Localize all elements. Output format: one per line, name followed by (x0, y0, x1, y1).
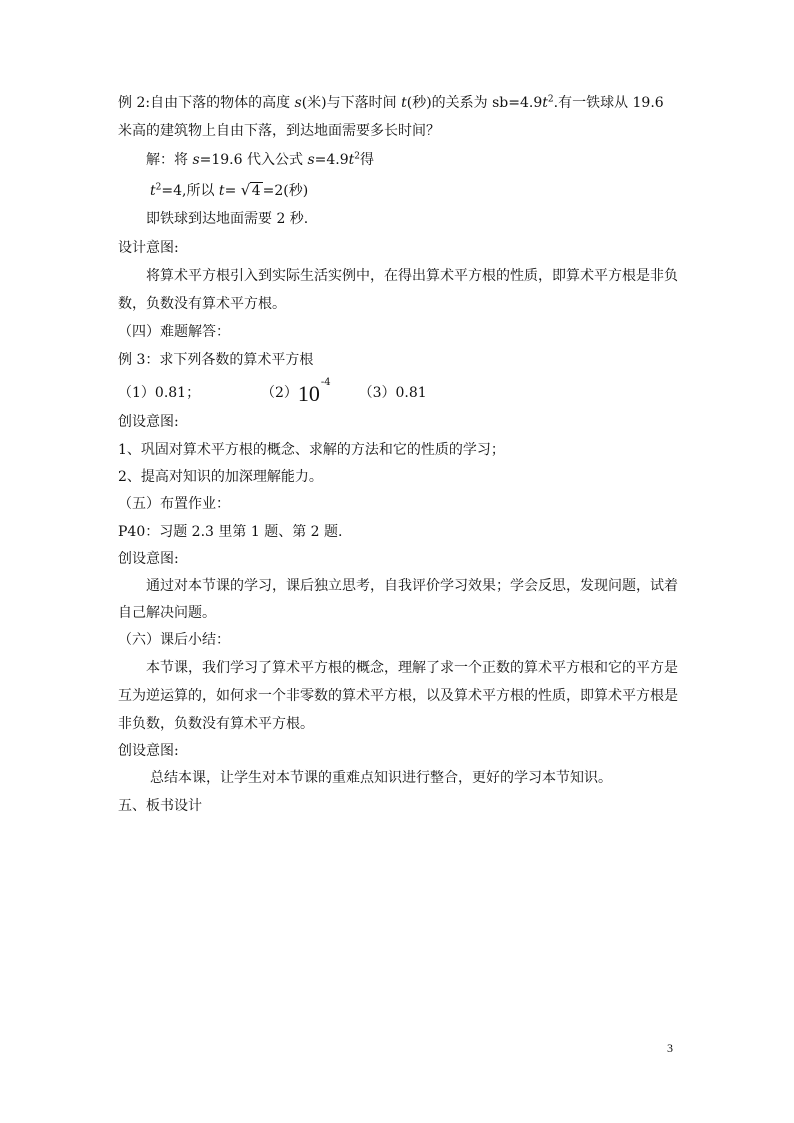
var-s: s (294, 95, 302, 111)
var-t: t (150, 183, 156, 199)
var-t: t (401, 95, 407, 111)
paragraph: P40：习题 2.3 里第 1 题、第 2 题. (118, 524, 343, 540)
text: =4.9 (314, 152, 349, 168)
text: 例 2:自由下落的物体的高度 (118, 95, 295, 111)
paragraph: 总结本课，让学生对本节课的重难点知识进行整合，更好的学习本节知识。 (150, 770, 612, 786)
paragraph: 通过对本节课的学习，课后独立思考，自我评价学习效果；学会反思，发现问题，试着 (146, 578, 678, 594)
section-heading: （六）课后小结： (118, 632, 230, 648)
item-2-label: （2） (261, 385, 298, 401)
section-heading: （四）难题解答： (118, 324, 230, 340)
text: (秒)的关系为 sb=4.9 (406, 95, 543, 111)
text: = (224, 183, 241, 199)
paragraph: 本节课，我们学习了算术平方根的概念，理解了求一个正数的算术平方根和它的平方是 (146, 660, 678, 676)
design-intent-heading: 创设意图: (118, 551, 179, 567)
exponent: 2 (354, 151, 361, 162)
paragraph: 将算术平方根引入到实际生活实例中，在得出算术平方根的性质，即算术平方根是非负 (146, 268, 678, 284)
var-t: t (542, 95, 548, 111)
example3-items (118, 377, 427, 406)
item-1: （1）0.81； (118, 385, 201, 401)
radical-sign-icon: √ (240, 181, 251, 199)
design-intent-heading: 创设意图: (118, 414, 179, 430)
text: .有一铁球从 19.6 (553, 95, 664, 111)
text: 得 (360, 152, 375, 168)
sqrt-symbol (241, 181, 263, 201)
paragraph: 互为逆运算的，如何求一个非零数的算术平方根，以及算术平方根的性质，即算术平方根是 (118, 688, 678, 704)
list-item: 1、巩固对算术平方根的概念、求解的方法和它的性质的学习； (118, 442, 505, 458)
radicand: 4 (251, 183, 261, 199)
var-t: t (348, 152, 355, 168)
section-heading: 五、板书设计 (118, 798, 202, 814)
design-intent-heading: 设计意图: (118, 240, 179, 256)
exponent: 2 (155, 182, 162, 193)
text: =4,所以 (161, 183, 219, 199)
var-s: s (307, 152, 315, 168)
power-exponent: -4 (320, 377, 331, 388)
list-item: 2、提高对知识的加深理解能力。 (118, 469, 323, 485)
section-heading: （五）布置作业： (118, 496, 230, 512)
page-number: 3 (667, 1041, 673, 1055)
solution-line3: 即铁球到达地面需要 2 秒. (146, 211, 309, 227)
text: (米)与下落时间 (301, 95, 402, 111)
var-s: s (192, 152, 200, 168)
example3-title: 例 3：求下列各数的算术平方根 (118, 352, 314, 368)
var-t: t (218, 183, 225, 199)
solution-line1 (146, 150, 374, 170)
text: =2(秒) (262, 183, 309, 199)
paragraph: 非负数，负数没有算术平方根。 (118, 716, 314, 732)
power-base: 10 (297, 381, 320, 406)
text: 解：将 (146, 152, 193, 168)
paragraph: 自己解决问题。 (118, 605, 216, 621)
paragraph: 数，负数没有算术平方根。 (118, 296, 286, 312)
solution-line2 (150, 181, 308, 201)
example2-line1 (118, 93, 664, 113)
exponent: 2 (547, 94, 554, 105)
design-intent-heading: 创设意图: (118, 743, 179, 759)
item-3: （3）0.81 (358, 385, 427, 401)
example2-line2: 米高的建筑物上自由下落，到达地面需要多长时间？ (118, 123, 440, 139)
text: =19.6 代入公式 (199, 152, 308, 168)
